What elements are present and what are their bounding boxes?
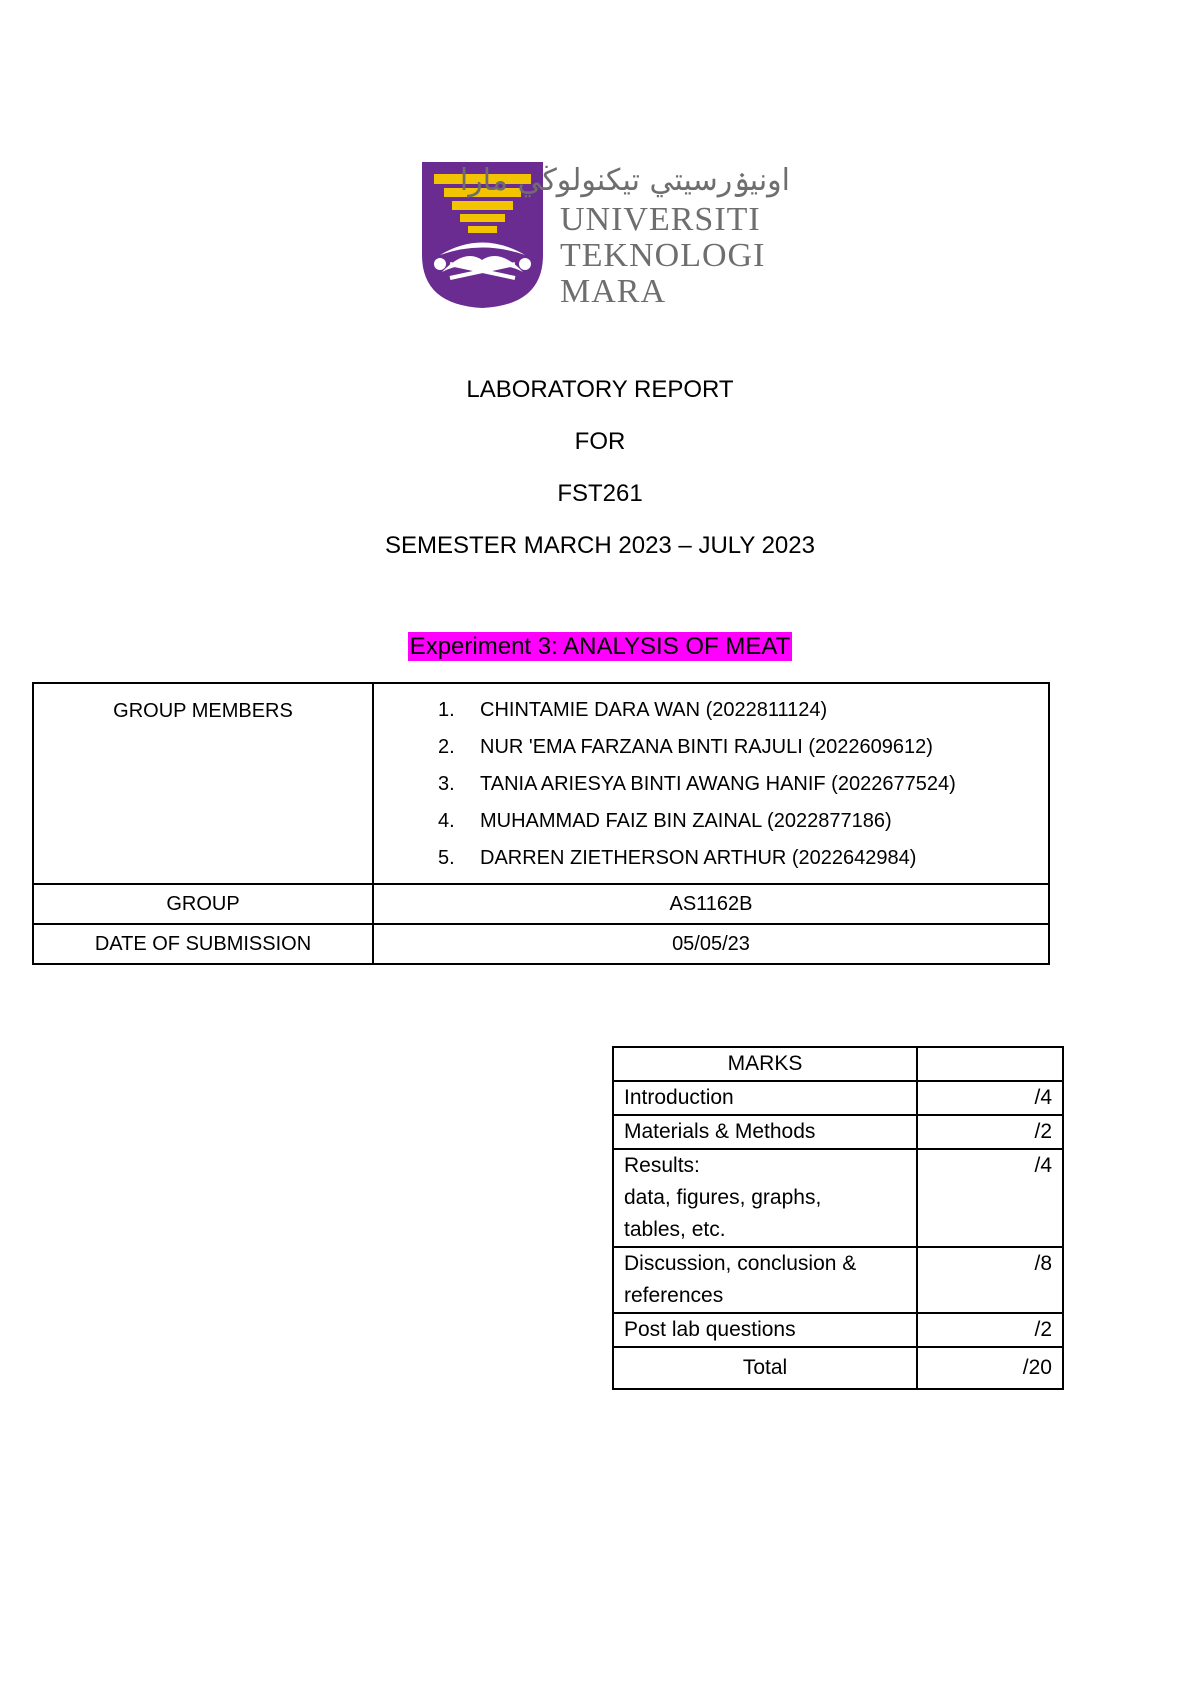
- marks-item-line: data, figures, graphs,: [624, 1186, 822, 1209]
- marks-item: [613, 1247, 917, 1313]
- logo-arabic-text: اونيۏرسيتي تيكنولوڬي مارا: [459, 163, 790, 198]
- marks-score: /8: [917, 1247, 1063, 1313]
- marks-score: /4: [917, 1081, 1063, 1115]
- members-label: GROUP MEMBERS: [113, 700, 293, 722]
- experiment-label: Experiment 3: ANALYSIS OF MEAT: [409, 633, 791, 660]
- report-title: LABORATORY REPORT: [466, 376, 734, 403]
- member-number: 4.: [438, 810, 455, 832]
- date-value: 05/05/23: [373, 924, 1049, 964]
- member-item: [374, 772, 1048, 809]
- marks-total-label: Total: [613, 1347, 917, 1389]
- logo-line-mara: MARA: [560, 273, 667, 310]
- member-name: DARREN ZIETHERSON ARTHUR (2022642984): [480, 847, 917, 869]
- member-name: NUR 'EMA FARZANA BINTI RAJULI (2022609612): [480, 736, 933, 758]
- marks-score: /2: [917, 1313, 1063, 1347]
- marks-score: /2: [917, 1115, 1063, 1149]
- marks-header: MARKS: [613, 1047, 917, 1081]
- marks-item: Materials & Methods: [613, 1115, 917, 1149]
- date-label: DATE OF SUBMISSION: [33, 924, 373, 964]
- members-cell: [373, 683, 1049, 884]
- experiment-title: [0, 632, 1200, 662]
- group-value: AS1162B: [373, 884, 1049, 924]
- marks-item-line: Discussion, conclusion &: [624, 1252, 857, 1275]
- marks-item-line: references: [624, 1284, 724, 1307]
- marks-item-line: Results:: [624, 1154, 700, 1177]
- member-item: [374, 846, 1048, 883]
- members-list: [374, 684, 1048, 883]
- member-item: [374, 698, 1048, 735]
- member-number: 1.: [438, 699, 455, 721]
- course-code: FST261: [557, 480, 643, 507]
- member-number: 3.: [438, 773, 455, 795]
- semester: SEMESTER MARCH 2023 – JULY 2023: [385, 532, 815, 559]
- member-number: 2.: [438, 736, 455, 758]
- marks-item-line: tables, etc.: [624, 1218, 726, 1241]
- logo-line-universiti: UNIVERSITI: [560, 201, 761, 238]
- marks-item: Post lab questions: [613, 1313, 917, 1347]
- member-name: TANIA ARIESYA BINTI AWANG HANIF (2022677524): [480, 773, 956, 795]
- marks-total-score: /20: [917, 1347, 1063, 1389]
- marks-score: /4: [917, 1149, 1063, 1247]
- report-for: FOR: [574, 428, 626, 455]
- member-item: [374, 809, 1048, 846]
- logo-line-teknologi: TEKNOLOGI: [560, 237, 766, 274]
- member-number: 5.: [438, 847, 455, 869]
- marks-table: [612, 1046, 1064, 1390]
- member-name: CHINTAMIE DARA WAN (2022811124): [480, 699, 828, 721]
- marks-item: Introduction: [613, 1081, 917, 1115]
- member-name: MUHAMMAD FAIZ BIN ZAINAL (2022877186): [480, 810, 892, 832]
- members-label-cell: [33, 683, 373, 884]
- marks-header-blank: [917, 1047, 1063, 1081]
- group-info-table: [32, 682, 1050, 965]
- university-logo: [420, 160, 790, 310]
- group-label: GROUP: [33, 884, 373, 924]
- member-item: [374, 735, 1048, 772]
- marks-item: [613, 1149, 917, 1247]
